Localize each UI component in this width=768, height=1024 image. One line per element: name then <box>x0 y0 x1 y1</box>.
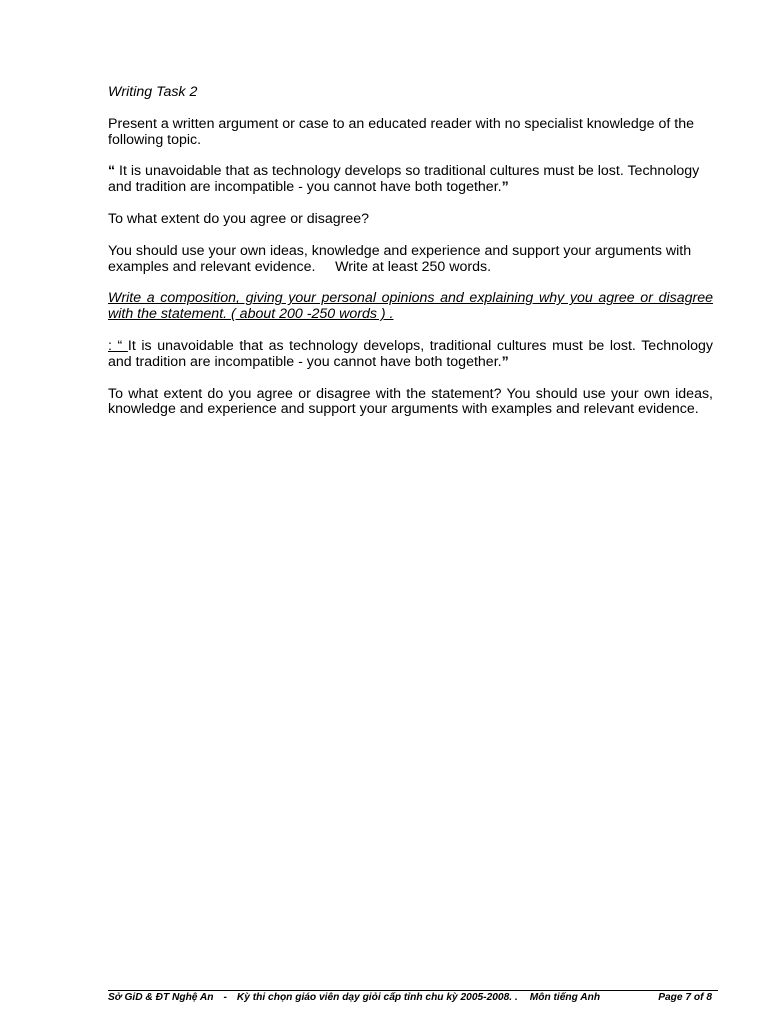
footer-org: Sở GiD & ĐT Nghệ An <box>108 992 214 1003</box>
footer-separator: - <box>223 992 227 1003</box>
final-question-paragraph: To what extent do you agree or disagree with the statement? You should use your own ideas, knowledge and experience and support your arguments with examples and relevant evidence. <box>108 385 713 418</box>
restated-close-mark: ” <box>501 353 509 370</box>
page-footer <box>108 990 718 1003</box>
restated-prefix: : “ <box>108 337 128 354</box>
restated-quote <box>108 339 713 371</box>
restated-body: It is unavoidable that as technology develops, traditional cultures must be lost. Technology and tradition are incompatible - you cannot have both together. <box>108 337 713 370</box>
guidance-word-count: Write at least 250 words. <box>335 258 492 275</box>
document-body <box>108 85 713 434</box>
question-paragraph: To what extent do you agree or disagree? <box>108 210 370 227</box>
guidance-paragraph <box>108 244 713 276</box>
guidance-main: You should use your own ideas, knowledge and experience and support your arguments with examples and relevant evidence. <box>108 242 692 275</box>
footer-exam: Kỳ thi chọn giáo viên dạy giỏi cấp tỉnh chu kỳ 2005-2008. . <box>236 992 518 1003</box>
quote-open-mark: “ <box>108 163 116 180</box>
quote-body: It is unavoidable that as technology develops so traditional cultures must be lost. Technology and tradition are incompatible - you cannot have both together. <box>108 163 700 196</box>
topic-quote <box>108 164 713 196</box>
composition-instruction: Write a composition, giving your personal opinions and explaining why you agree or disagree with the statement. ( about 200 -250 words ) . <box>108 290 713 323</box>
quote-close-mark: ” <box>501 179 509 196</box>
footer-page-number: Page 7 of 8 <box>658 992 712 1003</box>
footer-subject: Môn tiếng Anh <box>529 992 601 1003</box>
task-title: Writing Task 2 <box>108 84 198 100</box>
intro-paragraph: Present a written argument or case to an educated reader with no specialist knowledge of the following topic. <box>108 115 694 148</box>
